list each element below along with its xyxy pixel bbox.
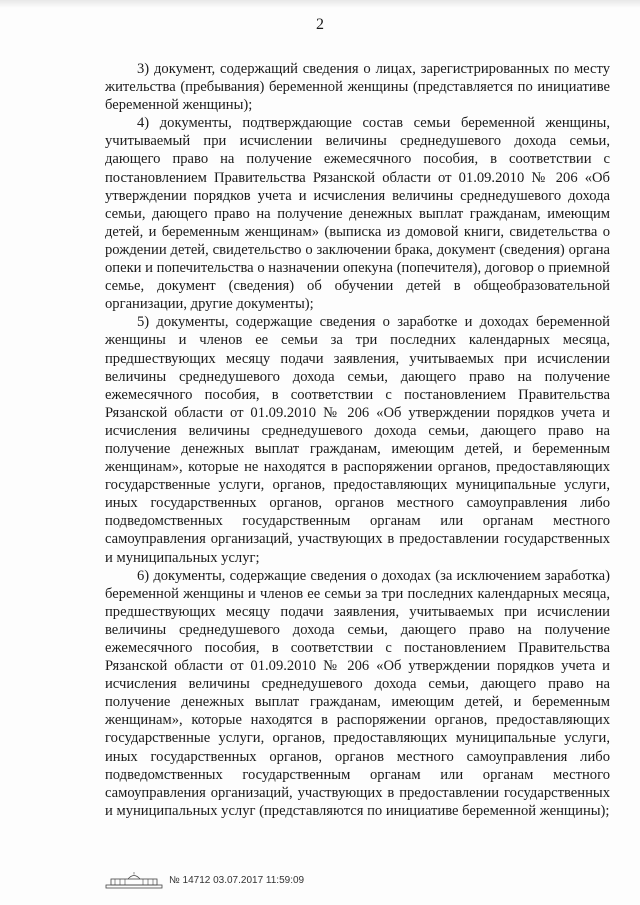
government-building-icon <box>105 871 163 889</box>
paragraph-item-4: 4) документы, подтверждающие состав семьи беременной женщины, учитываемый при исчислении величины среднедушевого дохода семьи, дающего право на получение ежемесячного пособия, в соответствии с постановлением Правительства Рязанской области от 01.09.2010 № 206 «Об утверждении порядков учета и исчисления величины среднедушевого дохода семьи, дающего право на получение денежных выплат гражданам, имеющим детей, и беременным женщинам» (выписка из домовой книги, свидетельства о рождении детей, свидетельство о заключении брака, документ (сведения) органа опеки и попечительства о назначении опекуна (попечителя), договор о приемной семье, документ (сведения) об обучении детей в общеобразовательной организации, другие документы); <box>105 115 610 313</box>
document-body <box>105 60 610 820</box>
paragraph-item-6: 6) документы, содержащие сведения о доходах (за исключением заработка) беременной женщины и членов ее семьи за три последних календарных месяца, предшествующих месяцу подачи заявления, учитываемых при исчислении величины среднедушевого дохода семьи, дающего право на получение ежемесячного пособия, в соответствии с постановлением Правительства Рязанской области от 01.09.2010 № 206 «Об утверждении порядков учета и исчисления величины среднедушевого дохода семьи, дающего право на получение денежных выплат гражданам, имеющим детей, и беременным женщинам», которые находятся в распоряжении органов, предоставляющих государственные услуги, органов, предоставляющих муниципальные услуги, иных государственных органов, органов местного самоуправления либо подведомственных государственным органам или органам местного самоуправления организаций, участвующих в предоставлении государственных и муниципальных услуг (представляются по инициативе беременной женщины); <box>105 567 610 819</box>
paragraph-item-3: 3) документ, содержащий сведения о лицах, зарегистрированных по месту жительства (пребывания) беременной женщины (представляется по инициативе беременной женщины); <box>105 61 610 114</box>
document-footer <box>105 870 304 890</box>
paragraph-item-5: 5) документы, содержащие сведения о заработке и доходах беременной женщины и членов ее семьи за три последних календарных месяца, предшествующих месяцу подачи заявления, учитываемых при исчислении величины среднедушевого дохода семьи, дающего право на получение ежемесячного пособия, в соответствии с постановлением Правительства Рязанской области от 01.09.2010 № 206 «Об утверждении порядков учета и исчисления величины среднедушевого дохода семьи, дающего право на получение денежных выплат гражданам, имеющим детей, и беременным женщинам», которые не находятся в распоряжении органов, предоставляющих государственные услуги, органов, предоставляющих муниципальные услуги, иных государственных органов, органов местного самоуправления либо подведомственных государственным органам или органам местного самоуправления организаций, участвующих в предоставлении государственных и муниципальных услуг; <box>105 314 610 566</box>
page-number: 2 <box>316 16 324 33</box>
registration-stamp: № 14712 03.07.2017 11:59:09 <box>169 874 305 886</box>
scan-edge <box>0 0 640 8</box>
